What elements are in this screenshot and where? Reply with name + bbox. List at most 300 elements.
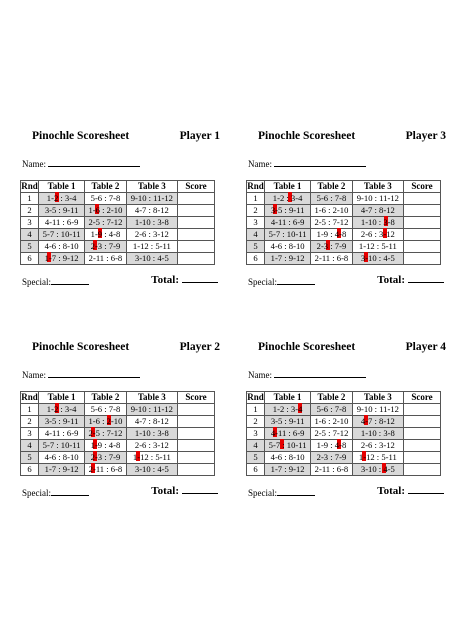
pairing-wrap [135,416,169,426]
pairing-text: 4-7 : 8-12 [134,416,169,426]
special-field[interactable] [277,487,315,496]
pairing-text: 1-6 : 2-10 [88,416,123,426]
round-number: 3 [247,428,265,440]
sheet-title: Pinochle Scoresheet [32,341,130,353]
pairing-cell [311,193,352,205]
pairing-text: 4-7 : 8-12 [134,205,169,215]
scoresheet-player-3 [246,130,446,287]
score-input[interactable] [404,205,441,217]
pairing-cell [39,416,85,428]
pairing-wrap [133,241,171,251]
pairing-text: 2-11 : 6-8 [314,464,349,474]
round-number: 6 [21,253,39,265]
pairing-text: 2-5 : 7-12 [88,217,123,227]
pairing-cell [311,253,352,265]
pairing-wrap [47,404,77,414]
pairing-wrap [273,404,303,414]
pairing-wrap [315,464,349,474]
pairing-wrap [314,217,348,227]
table-row [21,452,215,464]
pairing-text: 1-7 : 9-12 [270,253,305,263]
pairing-cell [126,452,177,464]
pairing-wrap [361,253,395,263]
pairing-wrap [45,416,79,426]
score-input[interactable] [404,464,441,476]
pairing-wrap [271,416,305,426]
pairing-cell [85,241,126,253]
table-row [21,193,215,205]
name-row [248,369,366,380]
pairing-wrap [271,452,305,462]
pairing-wrap [45,217,79,227]
score-input[interactable] [178,440,215,452]
total-label: Total: [377,274,405,286]
name-row [22,158,140,169]
pairing-text: 5-6 : 7-8 [90,193,121,203]
pairing-cell [39,428,85,440]
pairing-cell [265,253,311,265]
round-number: 1 [21,193,39,205]
pairing-cell [311,217,352,229]
header-score: Score [178,181,215,193]
pairing-wrap [43,440,81,450]
sheet-footer [22,485,218,499]
table-row [21,253,215,265]
pairing-cell [126,428,177,440]
table-row [247,205,441,217]
pairing-wrap [361,428,395,438]
total-field[interactable] [182,485,218,494]
table-row [21,205,215,217]
special-field[interactable] [51,487,89,496]
pairing-cell [85,229,126,241]
header-score: Score [404,392,441,404]
name-field[interactable] [274,158,366,167]
pairing-wrap [133,452,171,462]
pairing-wrap [88,416,122,426]
round-number: 1 [247,193,265,205]
table-row [21,464,215,476]
pairing-cell [85,217,126,229]
pairing-text: 1-7 : 9-12 [44,464,79,474]
rotation-table [246,180,441,265]
pairing-wrap [135,205,169,215]
pairing-cell [265,229,311,241]
pairing-cell [39,440,85,452]
pairing-cell [311,241,352,253]
pairing-cell [265,440,311,452]
pairing-wrap [317,241,347,251]
pairing-text: 4-6 : 8-10 [270,452,305,462]
header-table-2: Table 2 [311,392,352,404]
table-header [247,181,441,193]
score-input[interactable] [404,416,441,428]
pairing-cell [265,404,311,416]
pairing-wrap [47,193,77,203]
pairing-text: 2-6 : 3-12 [360,440,395,450]
special-label: Special: [22,488,51,498]
table-row [247,428,441,440]
header-table-1: Table 1 [39,181,85,193]
total-label: Total: [151,485,179,497]
sheet-header [246,130,446,146]
score-input[interactable] [178,416,215,428]
pairing-text: 1-10 : 3-8 [360,428,395,438]
pairing-cell [85,193,126,205]
pairing-cell [85,205,126,217]
pairing-wrap [273,193,303,203]
round-number: 5 [21,452,39,464]
table-header [21,392,215,404]
pairing-text: 2-6 : 3-12 [134,229,169,239]
pairing-cell [85,428,126,440]
pairing-cell [352,241,403,253]
pairing-text: 3-10 : 4-5 [360,464,395,474]
pairing-text: 1-10 : 3-8 [134,428,169,438]
pairing-text: 4-6 : 8-10 [44,452,79,462]
sheet-header [246,341,446,357]
pairing-cell [39,193,85,205]
table-row [247,229,441,241]
table-body [21,193,215,265]
name-field[interactable] [48,369,140,378]
table-row [21,428,215,440]
special-row [248,487,315,498]
header-table-2: Table 2 [85,181,126,193]
name-field[interactable] [274,369,366,378]
pairing-text: 2-3 : 7-9 [316,452,347,462]
special-row [22,487,89,498]
pairing-text: 1-12 : 5-11 [358,452,397,462]
header-rnd: Rnd [247,181,264,191]
pairing-text: 1-9 : 4-8 [316,440,347,450]
pairing-cell [352,205,403,217]
pairing-cell [39,217,85,229]
pairing-text: 1-2 : 3-4 [46,404,77,414]
score-input[interactable] [178,205,215,217]
pairing-cell [126,464,177,476]
pairing-wrap [317,229,347,239]
score-input[interactable] [404,428,441,440]
pairing-cell [126,416,177,428]
header-row [21,392,215,404]
table-body [21,404,215,476]
pairing-text: 4-7 : 8-12 [360,205,395,215]
round-number: 4 [21,440,39,452]
score-input[interactable] [178,193,215,205]
pairing-wrap [361,217,395,227]
pairing-wrap [91,229,121,239]
pairing-cell [265,205,311,217]
pairing-text: 4-7 : 8-12 [360,416,395,426]
pairing-wrap [135,253,169,263]
pairing-text: 1-9 : 4-8 [90,229,121,239]
pairing-cell [85,416,126,428]
rotation-table [246,391,441,476]
pairing-wrap [88,205,122,215]
name-row [248,158,366,169]
pairing-text: 5-6 : 7-8 [316,193,347,203]
pairing-wrap [135,464,169,474]
pairing-cell [39,241,85,253]
pairing-text: 3-10 : 4-5 [360,253,395,263]
pairing-wrap [89,464,123,474]
pairing-wrap [135,428,169,438]
round-number: 3 [21,217,39,229]
pairing-text: 1-9 : 4-8 [90,440,121,450]
pairing-text: 1-12 : 5-11 [358,241,397,251]
pairing-wrap [359,241,397,251]
pairing-wrap [271,241,305,251]
pairing-cell [85,253,126,265]
pairing-wrap [131,193,173,203]
scoresheet-player-2 [20,341,220,498]
pairing-cell [311,205,352,217]
rotation-table [20,180,215,265]
pairing-text: 1-9 : 4-8 [316,229,347,239]
pairing-text: 1-2 : 3-4 [272,404,303,414]
pairing-text: 5-7 : 10-11 [42,229,81,239]
pairing-wrap [91,241,121,251]
header-row [247,392,441,404]
pairing-wrap [271,217,305,227]
pairing-text: 3-10 : 4-5 [134,464,169,474]
table-row [247,253,441,265]
pairing-cell [126,241,177,253]
total-label: Total: [151,274,179,286]
pairing-cell [126,253,177,265]
pairing-wrap [131,404,173,414]
name-label: Name: [248,159,272,169]
score-input[interactable] [178,404,215,416]
pairing-cell [265,416,311,428]
pairing-text: 9-10 : 11-12 [130,193,173,203]
round-number: 2 [247,416,265,428]
pairing-text: 5-7 : 10-11 [42,440,81,450]
header-rnd: Rnd [21,392,38,402]
pairing-cell [311,404,352,416]
rotation-table [20,391,215,476]
pairing-cell [39,205,85,217]
pairing-cell [39,253,85,265]
special-row [22,276,89,287]
sheet-footer [22,274,218,288]
score-input[interactable] [404,217,441,229]
table-header [247,392,441,404]
scoresheet-player-4 [246,341,446,498]
pairing-text: 2-5 : 7-12 [88,428,123,438]
pairing-text: 3-5 : 9-11 [44,205,79,215]
pairing-wrap [269,229,307,239]
name-field[interactable] [48,158,140,167]
table-row [247,193,441,205]
special-field[interactable] [51,276,89,285]
score-input[interactable] [178,241,215,253]
pairing-wrap [88,217,122,227]
pairing-wrap [45,428,79,438]
total-field[interactable] [408,485,444,494]
header-table-3: Table 3 [126,181,177,193]
pairing-wrap [314,416,348,426]
round-number: 2 [247,205,265,217]
table-row [247,404,441,416]
total-row [151,274,218,286]
pairing-text: 9-10 : 11-12 [356,404,399,414]
pairing-wrap [45,253,79,263]
pairing-cell [85,440,126,452]
round-number: 2 [21,205,39,217]
pairing-wrap [271,428,305,438]
sheet-header [20,341,220,357]
score-input[interactable] [178,452,215,464]
table-row [247,217,441,229]
pairing-text: 9-10 : 11-12 [130,404,173,414]
scoresheet-player-1 [20,130,220,287]
pairing-wrap [271,253,305,263]
pairing-cell [39,229,85,241]
round-number: 6 [247,464,265,476]
round-number: 4 [21,229,39,241]
table-row [21,404,215,416]
header-table-1: Table 1 [265,392,311,404]
pairing-cell [352,440,403,452]
pairing-text: 3-5 : 9-11 [44,416,79,426]
score-input[interactable] [404,241,441,253]
pairing-text: 2-11 : 6-8 [88,253,123,263]
pairing-text: 1-7 : 9-12 [270,464,305,474]
pairing-text: 1-10 : 3-8 [134,217,169,227]
pairing-wrap [269,440,307,450]
special-label: Special: [248,488,277,498]
sheet-title: Pinochle Scoresheet [258,341,356,353]
total-field[interactable] [182,274,218,283]
pairing-wrap [317,404,347,414]
table-body [247,404,441,476]
pairing-wrap [359,452,397,462]
pairing-text: 2-5 : 7-12 [314,428,349,438]
score-input[interactable] [404,452,441,464]
pairing-cell [126,193,177,205]
special-field[interactable] [277,276,315,285]
pairing-wrap [361,416,395,426]
pairing-cell [311,229,352,241]
pairing-wrap [43,229,81,239]
pairing-cell [352,193,403,205]
pairing-cell [352,404,403,416]
pairing-wrap [91,440,121,450]
score-input[interactable] [178,217,215,229]
pairing-wrap [357,404,399,414]
pairing-text: 5-7 : 10-11 [268,229,307,239]
pairing-wrap [135,440,169,450]
pairing-wrap [45,241,79,251]
player-label: Player 1 [179,130,220,142]
score-input[interactable] [404,440,441,452]
round-number: 3 [247,217,265,229]
table-row [247,416,441,428]
score-input[interactable] [178,253,215,265]
table-row [21,440,215,452]
pairing-cell [311,440,352,452]
pairing-cell [265,452,311,464]
pairing-wrap [91,452,121,462]
pairing-cell [265,464,311,476]
table-row [21,229,215,241]
header-table-3: Table 3 [352,392,403,404]
pairing-cell [352,452,403,464]
pairing-cell [39,464,85,476]
score-input[interactable] [404,404,441,416]
pairing-wrap [271,205,305,215]
score-input[interactable] [404,193,441,205]
table-header [21,181,215,193]
sheet-footer [248,485,444,499]
total-field[interactable] [408,274,444,283]
pairing-wrap [45,464,79,474]
pairing-text: 3-5 : 9-11 [270,205,305,215]
pairing-wrap [271,464,305,474]
pairing-text: 4-11 : 6-9 [270,217,305,227]
pairing-cell [265,217,311,229]
score-input[interactable] [178,464,215,476]
pairing-cell [85,452,126,464]
pairing-wrap [317,193,347,203]
pairing-cell [311,416,352,428]
pairing-text: 9-10 : 11-12 [356,193,399,203]
total-row [151,485,218,497]
round-number: 1 [247,404,265,416]
pairing-cell [265,241,311,253]
score-input[interactable] [178,428,215,440]
round-number: 2 [21,416,39,428]
header-score: Score [404,181,441,193]
sheet-header [20,130,220,146]
pairing-text: 5-7 : 10-11 [268,440,307,450]
pairing-cell [352,229,403,241]
pairing-cell [311,428,352,440]
pairing-cell [311,452,352,464]
header-row [247,181,441,193]
table-row [247,241,441,253]
special-label: Special: [248,277,277,287]
header-table-3: Table 3 [126,392,177,404]
score-input[interactable] [178,229,215,241]
pairing-wrap [361,464,395,474]
score-input[interactable] [404,253,441,265]
pairing-cell [126,440,177,452]
header-table-2: Table 2 [311,181,352,193]
score-input[interactable] [404,229,441,241]
sheet-title: Pinochle Scoresheet [258,130,356,142]
special-label: Special: [22,277,51,287]
header-table-3: Table 3 [352,181,403,193]
pairing-wrap [315,253,349,263]
round-number: 5 [21,241,39,253]
round-number: 1 [21,404,39,416]
player-label: Player 4 [405,341,446,353]
pairing-text: 1-7 : 9-12 [44,253,79,263]
header-row [21,181,215,193]
pairing-wrap [357,193,399,203]
table-row [247,440,441,452]
pairing-text: 1-12 : 5-11 [132,452,171,462]
pairing-text: 1-6 : 2-10 [314,416,349,426]
total-label: Total: [377,485,405,497]
player-label: Player 2 [179,341,220,353]
name-label: Name: [248,370,272,380]
pairing-wrap [135,217,169,227]
pairing-wrap [317,440,347,450]
